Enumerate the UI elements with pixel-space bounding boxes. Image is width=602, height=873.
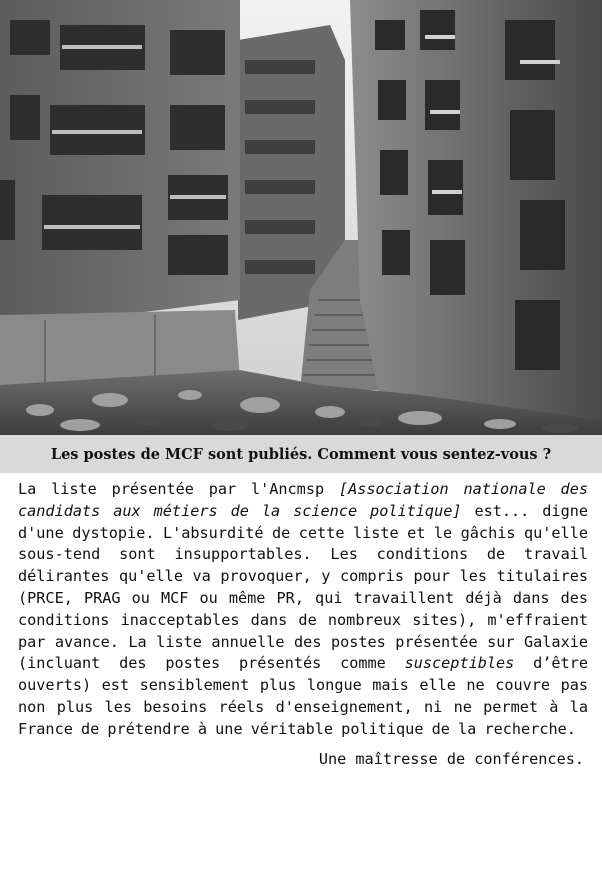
paragraph-part-2: est... digne d'une dystopie. L'absurdité de cette liste et le gâchis qu'elle sous-tend sont insupportables. Les conditions de travail délirantes qu'elle va provoquer, y compris pour les titulaires (PRCE, PRAG ou MCF ou même PR, qui travaillent déjà dans des conditions inacceptables dans de nombreux sites), m'effraient par avance. La liste annuelle des postes présentée sur Galaxie (incluant des postes présentés comme: [18, 501, 588, 673]
paragraph-italic-association: [Association nationale des candidats aux métiers de la science politique]: [18, 480, 588, 520]
header-photo-abandoned-buildings: [0, 0, 602, 435]
signature: Une maîtresse de conférences.: [318, 749, 584, 768]
testimony-text: [18, 479, 588, 741]
paragraph-part-3: d’être ouverts) est sensiblement plus longue mais elle ne couvre pas non plus les besoins réels d'enseignement, ni ne permet à la France de prétendre à une véritable politique de la recherche.: [18, 654, 588, 738]
caption-band: [0, 435, 602, 473]
photo-illustration: [0, 0, 602, 435]
caption-title: Les postes de MCF sont publiés. Comment vous sentez-vous ?: [50, 445, 552, 463]
paragraph-italic-susceptibles: susceptibles: [404, 654, 515, 673]
testimony-paragraph: [18, 479, 588, 741]
paragraph-part-1: La liste présentée par l'Ancmsp: [18, 480, 339, 498]
